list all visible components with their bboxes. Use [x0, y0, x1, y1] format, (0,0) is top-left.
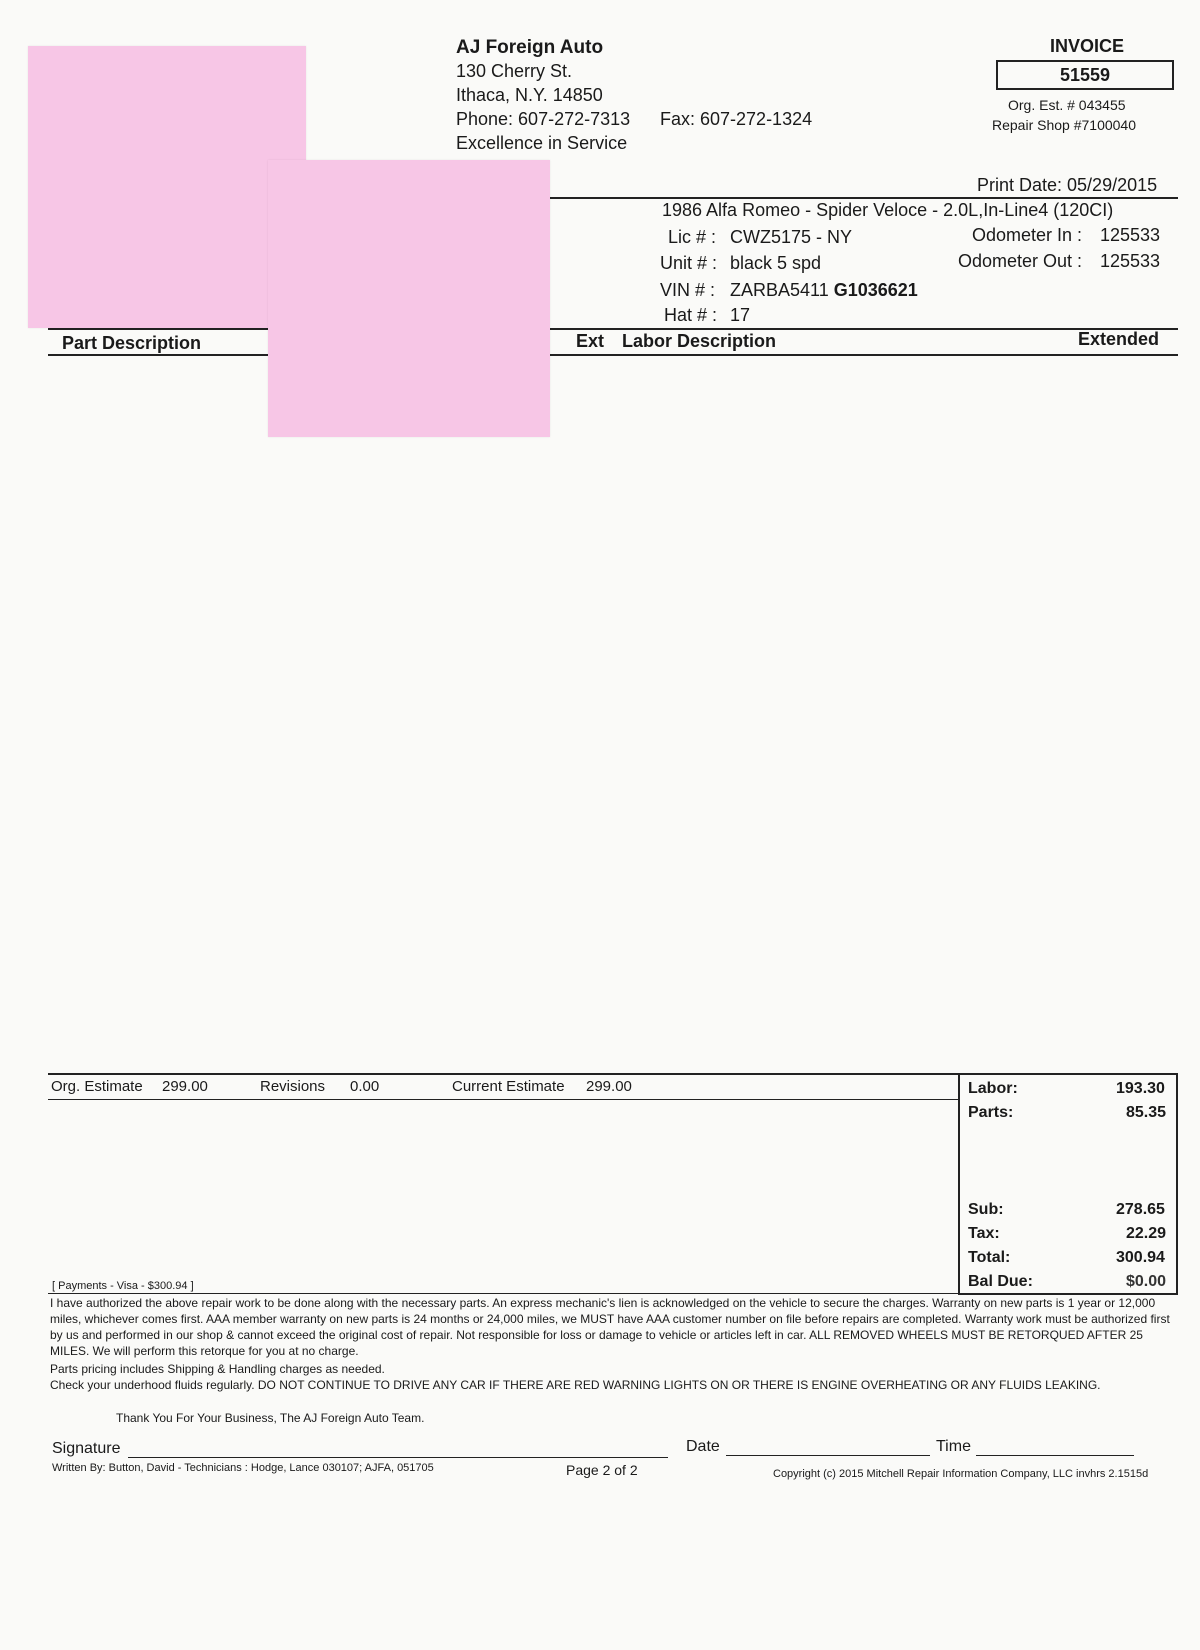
signature-line	[128, 1457, 668, 1458]
parts-total-label: Parts:	[968, 1104, 1014, 1121]
sticky-note-left	[28, 46, 306, 328]
unit-value: black 5 spd	[730, 253, 822, 273]
terms-paragraph-2: Parts pricing includes Shipping & Handling charges as needed.	[50, 1362, 385, 1376]
columns-top-rule	[48, 328, 1178, 330]
terms-paragraph-3: Check your underhood fluids regularly. DO NOT CONTINUE TO DRIVE ANY CAR IF THERE ARE RED WARNING LIGHTS ON OR THERE IS ENGINE OVERHEATING OR ANY FLUIDS LEAKING.	[50, 1378, 1101, 1392]
labor-total-label: Labor:	[968, 1080, 1018, 1097]
terms-paragraph-1: I have authorized the above repair work to be done along with the necessary parts. An express mechanic's lien is acknowledged on the vehicle to secure the charges. Warranty on new parts is 1 year or 12,000 miles, whichever comes first. AAA member warranty on new parts is 24 months or 24,000 miles, we MUST have AAA customer number on file before repairs are completed. Warranty work must be authorized first by us and performed in our shop & cannot exceed the original cost of repair. Not responsible for loss or damage to vehicle or articles left in car. ALL REMOVED WHEELS MUST BE RETORQUED AFTER 25 MILES. We will perform this retorque for you at no charge.	[50, 1296, 1170, 1358]
balance-due-value: $0.00	[1126, 1273, 1167, 1290]
invoice-number: 51559	[996, 60, 1174, 90]
payments-line: [ Payments - Visa - $300.94 ]	[52, 1280, 194, 1292]
part-description-header: Part Description	[62, 333, 202, 353]
revisions-value: 0.00	[350, 1078, 380, 1095]
time-label: Time	[936, 1438, 971, 1455]
total-label: Total:	[968, 1249, 1011, 1266]
vin-part-b: G1036621	[833, 280, 918, 300]
invoice-label: INVOICE	[1050, 36, 1125, 56]
hat-label: Hat # :	[664, 305, 718, 325]
extended-header: Extended	[1078, 329, 1160, 349]
shop-tagline: Excellence in Service	[456, 133, 628, 153]
parts-total-value: 85.35	[1126, 1104, 1167, 1121]
labor-total-value: 193.30	[1116, 1080, 1165, 1097]
subtotal-value: 278.65	[1116, 1201, 1165, 1218]
date-label: Date	[686, 1438, 720, 1455]
time-line	[976, 1455, 1134, 1456]
repair-shop-number: Repair Shop #7100040	[992, 117, 1137, 133]
org-est-number: Org. Est. # 043455	[1008, 97, 1126, 113]
balance-due-label: Bal Due:	[968, 1273, 1033, 1290]
shop-fax: Fax: 607-272-1324	[660, 109, 813, 129]
lic-value: CWZ5175 - NY	[730, 227, 853, 247]
tax-value: 22.29	[1126, 1225, 1167, 1242]
shop-name: AJ Foreign Auto	[456, 37, 604, 58]
current-estimate-label: Current Estimate	[452, 1078, 565, 1095]
odometer-out-value: 125533	[1100, 251, 1161, 271]
totals-box-left	[958, 1073, 960, 1295]
written-by: Written By: Button, David - Technicians : Hodge, Lance 030107; AJFA, 051705	[52, 1462, 434, 1474]
estimates-top-rule	[48, 1073, 1178, 1075]
copyright: Copyright (c) 2015 Mitchell Repair Information Company, LLC invhrs 2.1515d	[773, 1468, 1149, 1480]
date-line	[726, 1455, 930, 1456]
shop-city: Ithaca, N.Y. 14850	[456, 85, 603, 105]
vehicle-description: 1986 Alfa Romeo - Spider Veloce - 2.0L,In-Line4 (120CI)	[662, 200, 1114, 220]
payments-rule	[48, 1293, 958, 1294]
lic-label: Lic # :	[668, 227, 717, 247]
tax-label: Tax:	[968, 1225, 1000, 1242]
vin-part-a: ZARBA5411	[730, 280, 829, 300]
signature-label: Signature	[52, 1440, 121, 1457]
hat-value: 17	[730, 305, 751, 325]
vin-label: VIN # :	[660, 280, 716, 300]
columns-bottom-rule	[48, 354, 1178, 356]
subtotal-label: Sub:	[968, 1201, 1004, 1218]
totals-box-right	[1176, 1073, 1178, 1295]
odometer-in-label: Odometer In :	[972, 225, 1083, 245]
sticky-note-right	[268, 160, 550, 437]
shop-phone: Phone: 607-272-7313	[456, 109, 631, 129]
revisions-label: Revisions	[260, 1078, 326, 1095]
labor-description-header: Labor Description	[622, 331, 777, 351]
print-date: Print Date: 05/29/2015	[977, 175, 1158, 195]
odometer-in-value: 125533	[1100, 225, 1161, 245]
org-estimate-label: Org. Estimate	[51, 1078, 143, 1095]
page-number: Page 2 of 2	[566, 1462, 638, 1478]
odometer-out-label: Odometer Out :	[958, 251, 1083, 271]
shop-street: 130 Cherry St.	[456, 61, 573, 81]
current-estimate-value: 299.00	[586, 1078, 632, 1095]
unit-label: Unit # :	[660, 253, 718, 273]
ext-header: Ext	[576, 331, 605, 351]
estimates-bottom-rule	[48, 1099, 958, 1100]
vin-value	[730, 279, 918, 302]
thank-you-line: Thank You For Your Business, The AJ Foreign Auto Team.	[116, 1411, 425, 1425]
org-estimate-value: 299.00	[162, 1078, 208, 1095]
total-value: 300.94	[1116, 1249, 1165, 1266]
